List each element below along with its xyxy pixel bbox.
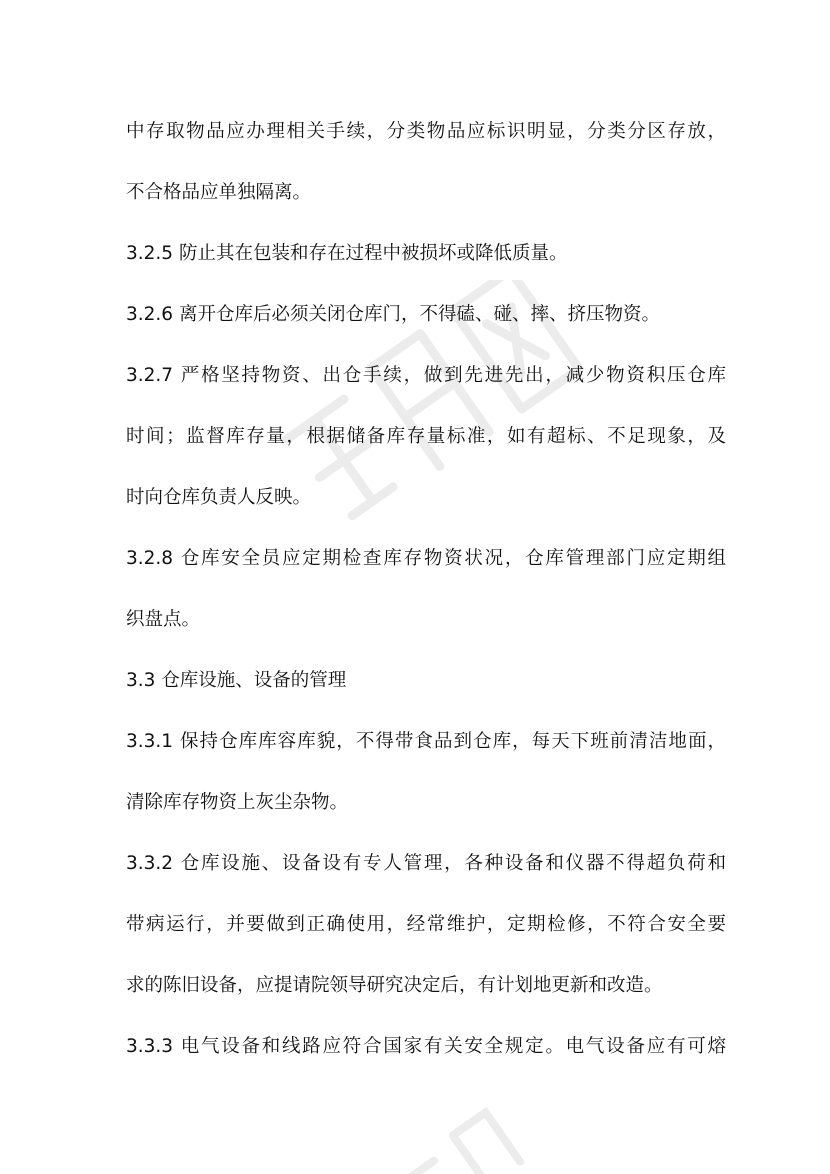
text-line: 3.2.6 离开仓库后必须关闭仓库门，不得磕、碰、摔、挤压物资。 bbox=[126, 304, 660, 325]
text-line: 3.3.3 电气设备和线路应符合国家有关安全规定。电气设备应有可熔 bbox=[126, 1036, 726, 1057]
text-line: 清除库存物资上灰尘杂物。 bbox=[126, 792, 349, 813]
text-line: 织盘点。 bbox=[126, 609, 201, 630]
text-line: 3.3 仓库设施、设备的管理 bbox=[126, 670, 347, 691]
document-body bbox=[126, 112, 726, 1088]
text-line: 3.3.2 仓库设施、设备设有专人管理，各种设备和仪器不得超负荷和 bbox=[126, 853, 726, 874]
text-line: 时向仓库负责人反映。 bbox=[126, 487, 312, 508]
text-line: 3.2.8 仓库安全员应定期检查库存物资状况，仓库管理部门应定期组 bbox=[126, 548, 726, 569]
text-line: 3.2.7 严格坚持物资、出仓手续，做到先进先出，减少物资积压仓库 bbox=[126, 365, 726, 386]
text-line: 带病运行，并要做到正确使用，经常维护，定期检修，不符合安全要 bbox=[126, 914, 726, 935]
text-line: 求的陈旧设备，应提请院领导研究决定后，有计划地更新和改造。 bbox=[126, 975, 663, 996]
text-line: 中存取物品应办理相关手续，分类物品应标识明显，分类分区存放， bbox=[126, 121, 726, 142]
text-line: 3.3.1 保持仓库库容库貌，不得带食品到仓库，每天下班前清洁地面， bbox=[126, 731, 726, 752]
text-line: 时间；监督库存量，根据储备库存量标准，如有超标、不足现象，及 bbox=[126, 426, 726, 447]
text-line: 不合格品应单独隔离。 bbox=[126, 182, 312, 203]
text-line: 3.2.5 防止其在包装和存在过程中被损坏或降低质量。 bbox=[126, 243, 568, 264]
watermark-logo-bottom bbox=[360, 1100, 580, 1174]
